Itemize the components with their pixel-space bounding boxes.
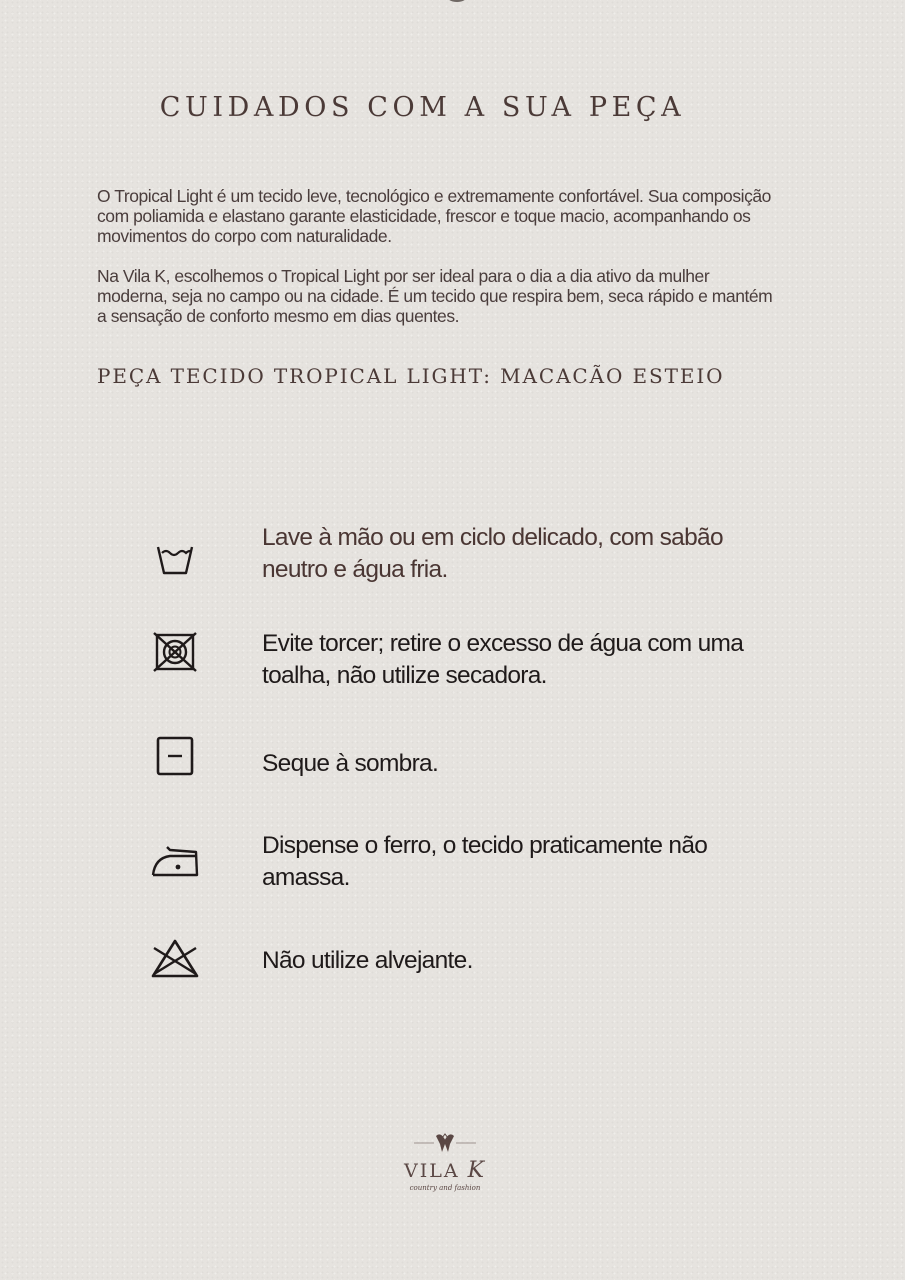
intro-paragraph: O Tropical Light é um tecido leve, tecnológico e extremamente confortável. Sua composição com poliamida e elastano garante elasticidade, frescor e toque macio, acompanhando os movimentos do corpo com naturalidade. — [97, 186, 771, 246]
do-not-bleach-icon — [140, 937, 210, 981]
intro-paragraph: Na Vila K, escolhemos o Tropical Light por ser ideal para o dia a dia ativo da mulher moderna, seja no campo ou na cidade. É um tecido que respira bem, seca rápido e mantém a sensação de conforto mesmo em dias quentes. — [97, 266, 773, 326]
care-item-do-not-tumble-dry — [140, 628, 820, 708]
iron-icon — [140, 840, 210, 880]
hand-wash-icon — [140, 540, 210, 580]
care-item-hand-wash — [140, 522, 820, 602]
care-item-do-not-bleach — [140, 945, 820, 1025]
care-item-iron — [140, 830, 820, 910]
logo-emblem-icon — [400, 1130, 490, 1161]
brand-logo — [380, 1130, 510, 1200]
care-text: Lave à mão ou em ciclo delicado, com sabão neutro e água fria. — [262, 524, 723, 583]
logo-initial: K — [467, 1158, 487, 1183]
logo-name — [380, 1158, 510, 1183]
page-title: CUIDADOS COM A SUA PEÇA — [159, 92, 686, 123]
care-text: Não utilize alvejante. — [262, 947, 473, 974]
logo-tagline: country and fashion — [409, 1184, 481, 1192]
top-decoration — [446, 0, 468, 2]
care-text: Evite torcer; retire o excesso de água com uma toalha, não utilize secadora. — [262, 630, 744, 689]
care-item-dry-in-shade — [140, 748, 820, 828]
care-text: Seque à sombra. — [262, 750, 439, 777]
product-heading: PEÇA TECIDO TROPICAL LIGHT: MACACÃO ESTEIO — [97, 364, 725, 388]
logo-name-text: VILA — [403, 1160, 460, 1182]
dry-in-shade-icon — [140, 734, 210, 778]
care-text: Dispense o ferro, o tecido praticamente não amassa. — [262, 832, 708, 891]
do-not-tumble-dry-icon — [140, 630, 210, 674]
